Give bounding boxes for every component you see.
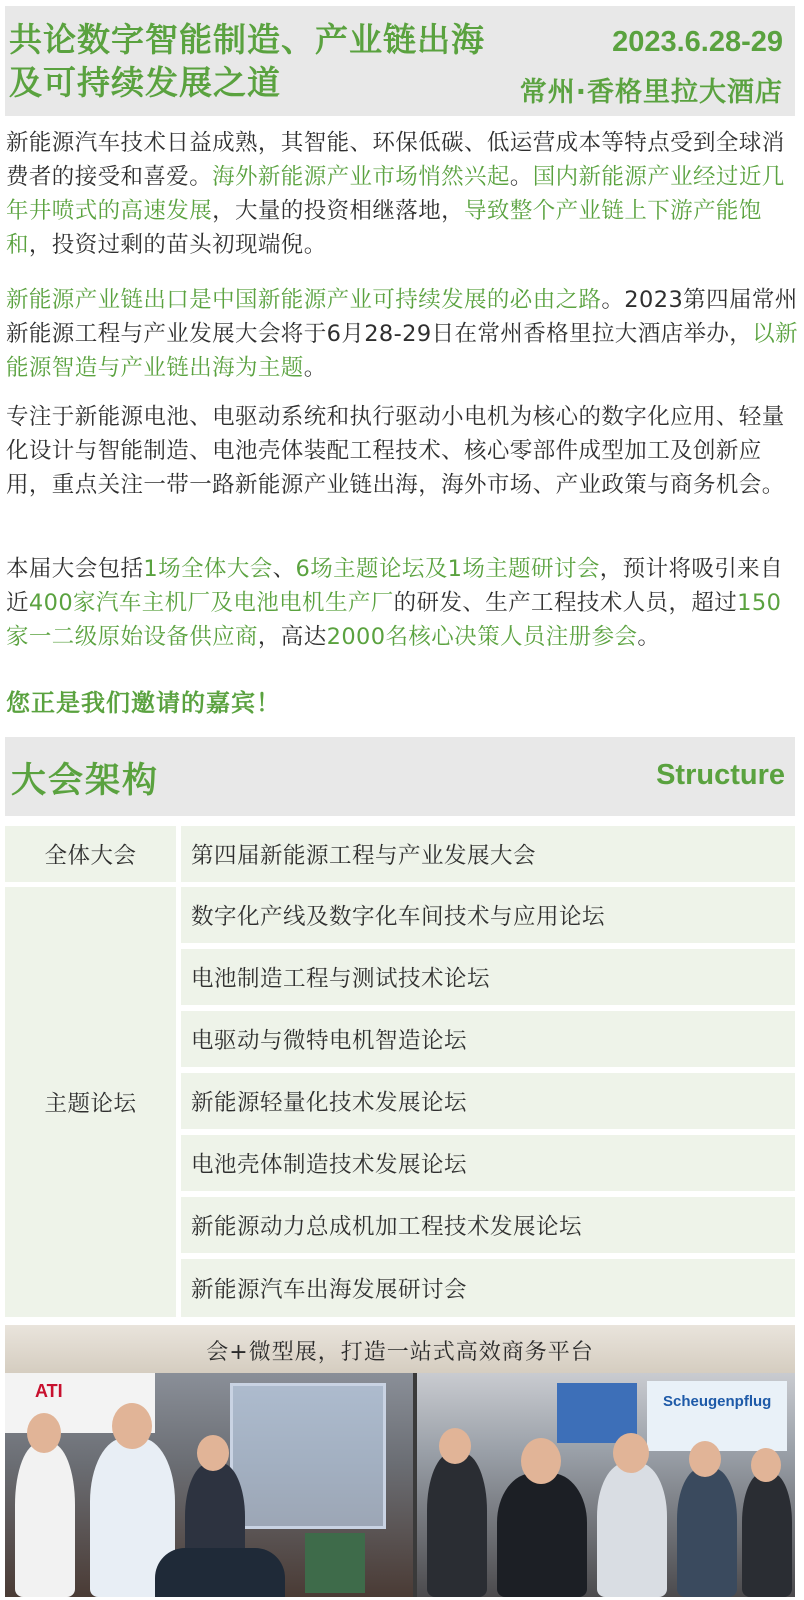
body-text: ，高达 — [257, 624, 327, 650]
attendee-head — [112, 1403, 152, 1449]
highlighted-text: 国内新能源产业经过近几年井喷式的高速发展 — [6, 164, 785, 224]
robot-arm — [155, 1548, 285, 1597]
attendee — [597, 1463, 667, 1597]
attendee-head — [439, 1428, 471, 1464]
body-text: ，投资过剩的苗头初现端倪。 — [28, 232, 327, 258]
attendee — [677, 1468, 737, 1597]
header-banner — [5, 6, 795, 116]
body-text: 、 — [272, 556, 296, 582]
photo-right-scene — [417, 1373, 795, 1597]
structure-title-cn: 大会架构 — [11, 761, 160, 801]
body-text: ，大量的投资相继落地， — [212, 198, 465, 224]
forum-item: 新能源动力总成机加工程技术发展论坛 — [181, 1197, 795, 1253]
forum-item: 电驱动与微特电机智造论坛 — [181, 1011, 795, 1067]
highlighted-text: 导致整个产业链上下游产能饱和 — [6, 198, 762, 258]
body-text: 。 — [303, 355, 327, 381]
body-text: 本届大会包括 — [6, 556, 144, 582]
forum-item: 新能源汽车出海发展研讨会 — [181, 1259, 795, 1317]
plenary-label: 全体大会 — [5, 826, 176, 882]
attendee — [15, 1443, 75, 1597]
forum-item: 新能源轻量化技术发展论坛 — [181, 1073, 795, 1129]
event-title-line2: 及可持续发展之道 — [9, 63, 281, 102]
attendee-head — [197, 1435, 229, 1471]
photo-left-scene — [5, 1373, 413, 1597]
booth-sign-left: ATI — [35, 1381, 63, 1401]
invitation-text: 您正是我们邀请的嘉宾！ — [6, 689, 281, 717]
body-text: 。 — [637, 624, 661, 650]
forum-item: 电池制造工程与测试技术论坛 — [181, 949, 795, 1005]
intro-paragraph-2 — [6, 283, 798, 385]
plenary-item: 第四届新能源工程与产业发展大会 — [181, 826, 795, 882]
attendee-head — [751, 1448, 781, 1482]
intro-paragraph-3 — [6, 400, 798, 502]
intro-paragraph-1 — [6, 126, 798, 262]
qr-code-stand — [305, 1533, 365, 1593]
event-title — [9, 18, 569, 104]
glass-display-case — [230, 1383, 386, 1529]
attendee-head — [521, 1438, 561, 1484]
body-text: 。 — [509, 164, 533, 190]
photo-caption: 会+微型展，打造一站式高效商务平台 — [206, 1340, 594, 1365]
attendee — [742, 1473, 792, 1597]
body-text: 专注于新能源电池、电驱动系统和执行驱动小电机为核心的数字化应用、轻量化设计与智能制造、电池壳体装配工程技术、核心零部件成型加工及创新应用，重点关注一带一路新能源产业链出海，海外市场、产业政策与商务机会。 — [6, 404, 785, 498]
highlighted-text: 以新能源智造与产业链出海为主题 — [6, 321, 799, 381]
highlighted-text: 6场主题论坛及1场主题研讨会 — [295, 556, 600, 582]
structure-section-header — [5, 737, 795, 816]
attendee-head — [613, 1433, 649, 1473]
event-venue: 常州·香格里拉大酒店 — [519, 77, 783, 108]
booth-backdrop — [647, 1381, 787, 1451]
exhibition-photo — [5, 1325, 795, 1597]
forums-label: 主题论坛 — [5, 887, 176, 1317]
body-text: 。2023第四届常州新能源工程与产业发展大会将于6月28-29日在常州香格里拉大酒店举办， — [6, 287, 798, 347]
event-date: 2023.6.28-29 — [612, 26, 783, 58]
attendee-head — [689, 1441, 721, 1477]
intro-paragraph-4 — [6, 552, 798, 654]
body-text: 的研发、生产工程技术人员，超过 — [393, 590, 738, 616]
forum-item: 数字化产线及数字化车间技术与应用论坛 — [181, 887, 795, 943]
attendee — [497, 1473, 587, 1597]
body-text: 新能源汽车技术日益成熟，其智能、环保低碳、低运营成本等特点受到全球消费者的接受和喜爱。 — [6, 130, 785, 190]
highlighted-text: 2000名核心决策人员注册参会 — [326, 624, 638, 650]
event-title-line1: 共论数字智能制造、产业链出海 — [9, 20, 485, 59]
structure-title-en: Structure — [656, 759, 785, 791]
highlighted-text: 150家一二级原始设备供应商 — [6, 590, 782, 650]
forum-item: 电池壳体制造技术发展论坛 — [181, 1135, 795, 1191]
attendee-head — [27, 1413, 61, 1453]
highlighted-text: 400家汽车主机厂及电池电机生产厂 — [28, 590, 394, 616]
highlighted-text: 1场全体大会 — [143, 556, 273, 582]
booth-sign-right: Scheugenpflug — [663, 1393, 772, 1410]
body-text: ，预计将吸引来自近 — [6, 556, 783, 616]
highlighted-text: 新能源产业链出口是中国新能源产业可持续发展的必由之路 — [6, 287, 602, 313]
highlighted-text: 海外新能源产业市场悄然兴起 — [212, 164, 510, 190]
attendee — [427, 1453, 487, 1597]
